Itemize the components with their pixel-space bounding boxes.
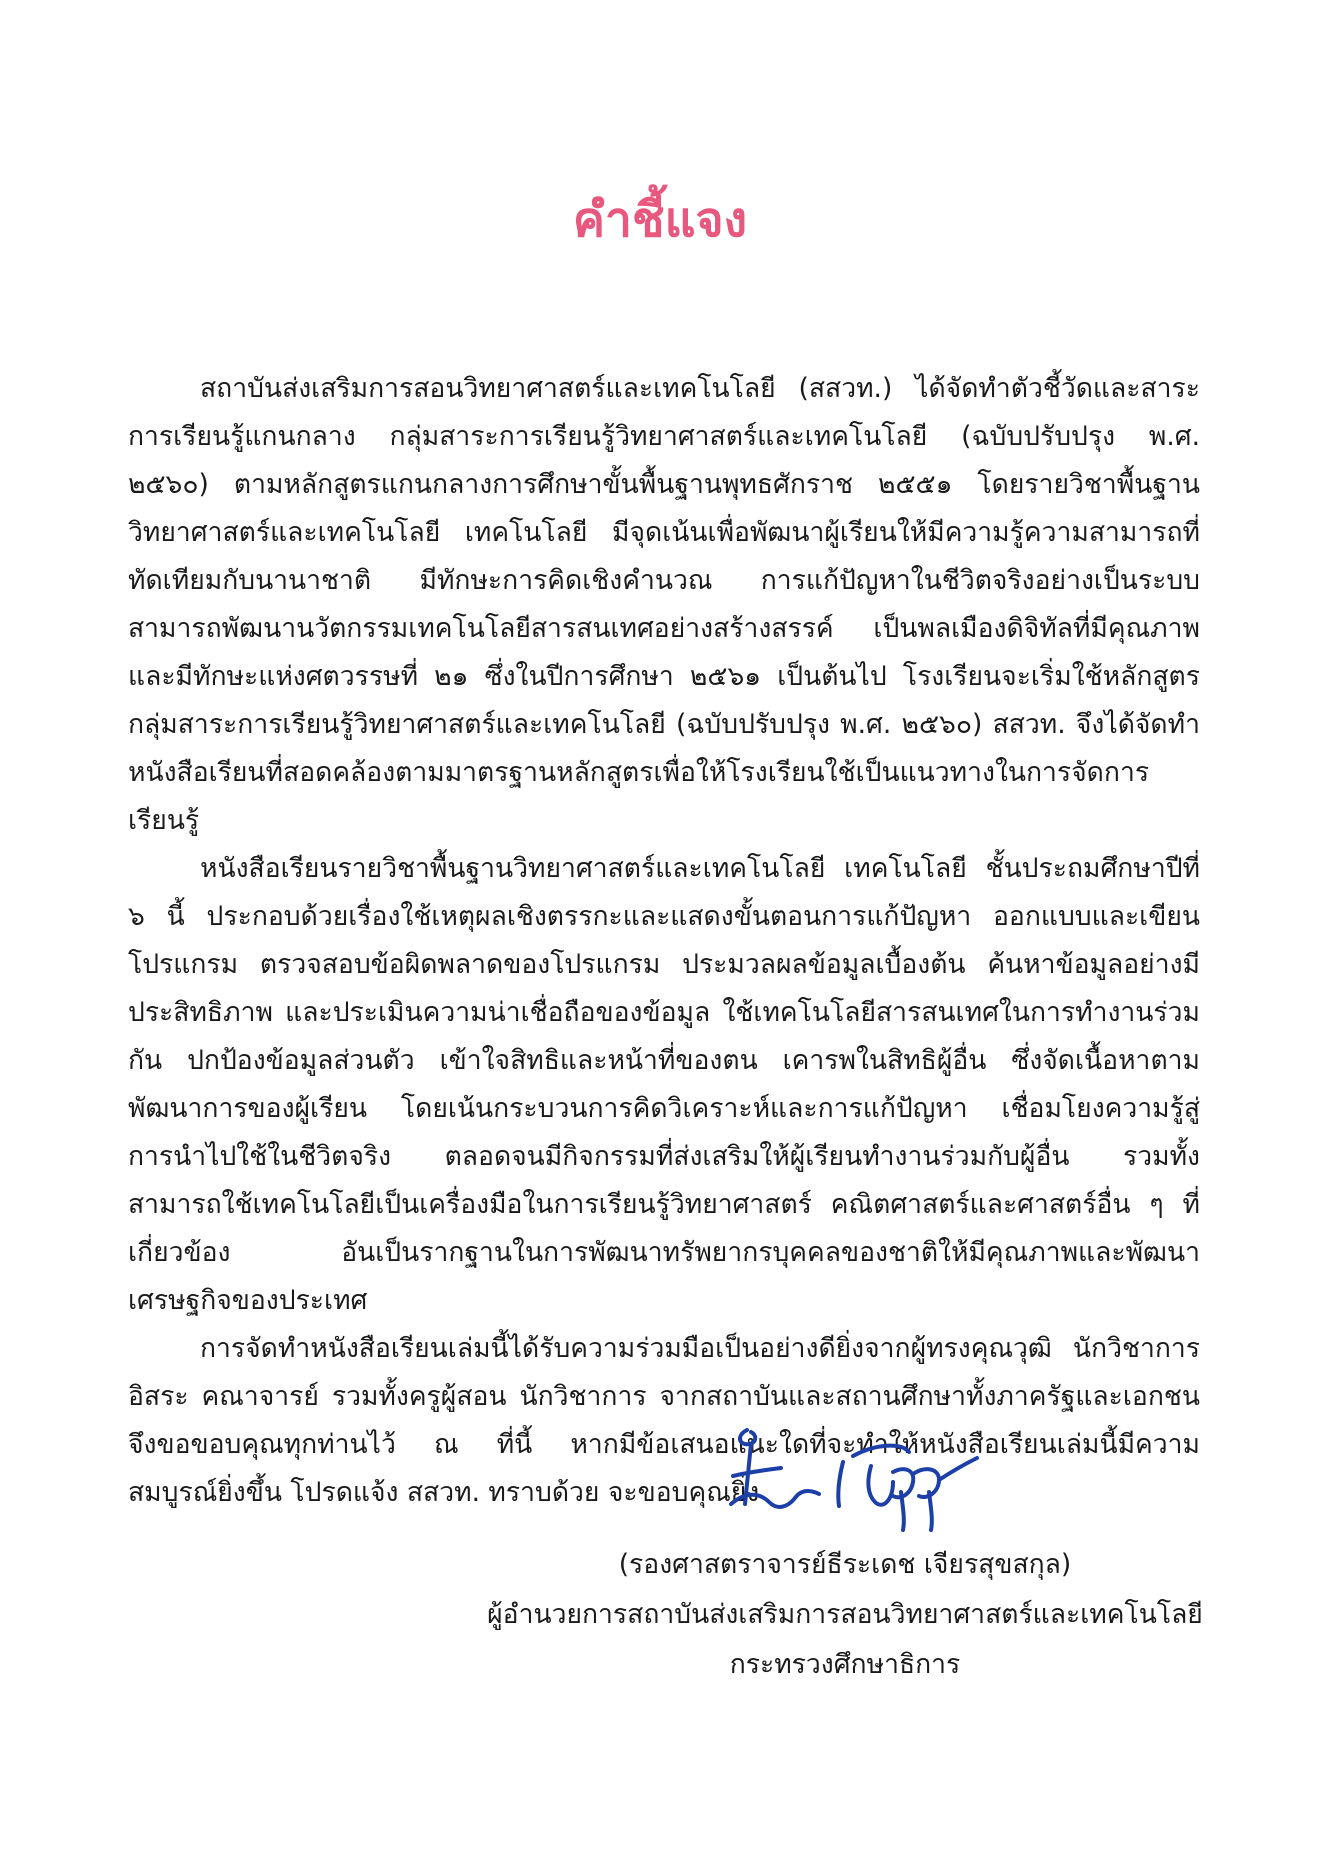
paragraph-contents: หนังสือเรียนรายวิชาพื้นฐานวิทยาศาสตร์และเทคโนโลยี เทคโนโลยี ชั้นประถมศึกษาปีที่ ๖ นี้ ประกอบด้วยเรื่องใช้เหตุผลเชิงตรรกะและแสดงขั้นตอนการแก้ปัญหา ออกแบบและเขียนโปรแกรม ตรวจสอบข้อผิดพลาดของโปรแกรม ประมวลผลข้อมูลเบื้องต้น ค้นหาข้อมูลอย่างมีประสิทธิภาพ และประเมินความน่าเชื่อถือของข้อมูล ใช้เทคโนโลยีสารสนเทศในการทำงานร่วมกัน ปกป้องข้อมูลส่วนตัว เข้าใจสิทธิและหน้าที่ของตน เคารพในสิทธิผู้อื่น ซึ่งจัดเนื้อหาตามพัฒนาการของผู้เรียน โดยเน้นกระบวนการคิดวิเคราะห์และการแก้ปัญหา เชื่อมโยงความรู้สู่การนำไปใช้ในชีวิตจริง ตลอดจนมีกิจกรรมที่ส่งเสริมให้ผู้เรียนทำงานร่วมกับผู้อื่น รวมทั้งสามารถใช้เทคโนโลยีเป็นเครื่องมือในการเรียนรู้วิทยาศาสตร์ คณิตศาสตร์และศาสตร์อื่น ๆ ที่เกี่ยวข้อง อันเป็นรากฐานในการพัฒนาทรัพยากรบุคคลของชาติให้มีคุณภาพและพัฒนาเศรษฐกิจของประเทศ: [128, 853, 1200, 1316]
signatory-ministry: กระทรวงศึกษาธิการ: [729, 1649, 961, 1680]
handwritten-signature: [725, 1422, 985, 1534]
paragraph-intro: สถาบันส่งเสริมการสอนวิทยาศาสตร์และเทคโนโลยี (สสวท.) ได้จัดทำตัวชี้วัดและสาระการเรียนรู้แกนกลาง กลุ่มสาระการเรียนรู้วิทยาศาสตร์และเทคโนโลยี (ฉบับปรับปรุง พ.ศ. ๒๕๖๐) ตามหลักสูตรแกนกลางการศึกษาขั้นพื้นฐานพุทธศักราช ๒๕๕๑ โดยรายวิชาพื้นฐานวิทยาศาสตร์และเทคโนโลยี เทคโนโลยี มีจุดเน้นเพื่อพัฒนาผู้เรียนให้มีความรู้ความสามารถที่ทัดเทียมกับนานาชาติ มีทักษะการคิดเชิงคำนวณ การแก้ปัญหาในชีวิตจริงอย่างเป็นระบบ สามารถพัฒนานวัตกรรมเทคโนโลยีสารสนเทศอย่างสร้างสรรค์ เป็นพลเมืองดิจิทัลที่มีคุณภาพและมีทักษะแห่งศตวรรษที่ ๒๑ ซึ่งในปีการศึกษา ๒๕๖๑ เป็นต้นไป โรงเรียนจะเริ่มใช้หลักสูตรกลุ่มสาระการเรียนรู้วิทยาศาสตร์และเทคโนโลยี (ฉบับปรับปรุง พ.ศ. ๒๕๖๐) สสวท. จึงได้จัดทำหนังสือเรียนที่สอดคล้องตามมาตรฐานหลักสูตรเพื่อให้โรงเรียนใช้เป็นแนวทางในการจัดการเรียนรู้: [128, 373, 1200, 836]
signature-block: [470, 1540, 1220, 1690]
signature-strokes: [731, 1430, 977, 1530]
signatory-position: ผู้อำนวยการสถาบันส่งเสริมการสอนวิทยาศาสตร์และเทคโนโลยี: [487, 1599, 1203, 1630]
page-title: คำชี้แจง: [572, 192, 748, 248]
body-text: [128, 365, 1200, 1517]
paragraph-acknowledgement: การจัดทำหนังสือเรียนเล่มนี้ได้รับความร่วมมือเป็นอย่างดียิ่งจากผู้ทรงคุณวุฒิ นักวิชาการอิสระ คณาจารย์ รวมทั้งครูผู้สอน นักวิชาการ จากสถาบันและสถานศึกษาทั้งภาครัฐและเอกชน จึงขอขอบคุณทุกท่านไว้ ณ ที่นี้ หากมีข้อเสนอแนะใดที่จะทำให้หนังสือเรียนเล่มนี้มีความสมบูรณ์ยิ่งขึ้น โปรดแจ้ง สสวท. ทราบด้วย จะขอบคุณยิ่ง: [128, 1333, 1200, 1508]
signatory-name: (รองศาสตราจารย์ธีระเดช เจียรสุขสกุล): [618, 1549, 1072, 1580]
